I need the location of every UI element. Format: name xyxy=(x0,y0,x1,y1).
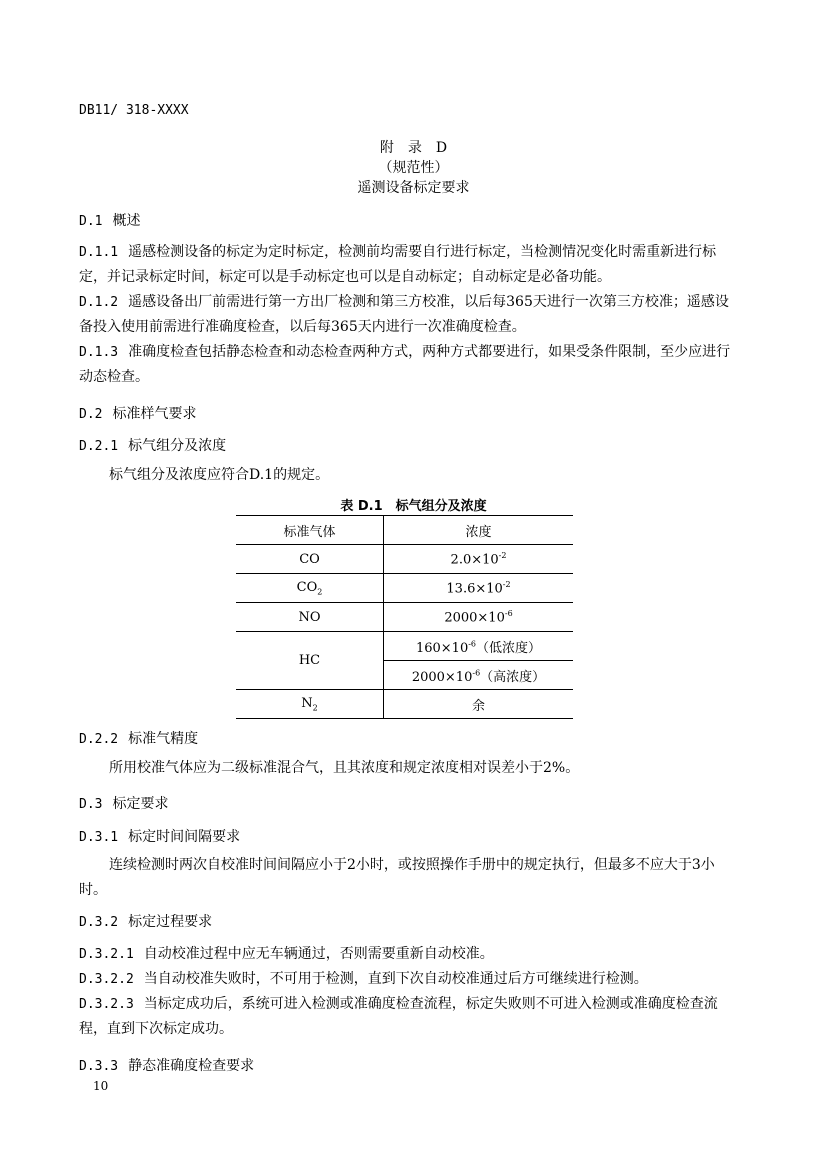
appendix-nature: （规范性） xyxy=(378,160,449,176)
section-number: D.2.2 xyxy=(79,732,119,747)
clause-number: D.3.2.3 xyxy=(79,997,134,1012)
gas-cell: HC xyxy=(236,632,384,690)
table-row xyxy=(236,632,573,661)
table-row xyxy=(236,574,573,603)
section-title: 标定要求 xyxy=(112,796,169,812)
column-header-gas: 标准气体 xyxy=(236,516,384,545)
gas-cell: $CO_2$ xyxy=(236,574,384,603)
gas-cell: CO xyxy=(236,545,384,574)
clause-text: 遥感检测设备的标定为定时标定，检测前均需要自行进行标定，当检测情况变化时需重新进行标定，并记录标定时间，标定可以是手动标定也可以是自动标定；自动标定是必备功能。 xyxy=(79,244,717,285)
paragraph-d2-2: 所用校准气体应为二级标准混合气，且其浓度和规定浓度相对误差小于2%。 xyxy=(109,760,580,776)
document-code: DB11/ 318-XXXX xyxy=(79,103,189,118)
section-heading-d2-2 xyxy=(79,728,198,748)
section-title: 标准样气要求 xyxy=(112,406,197,422)
section-number: D.3.1 xyxy=(79,830,119,845)
column-header-concentration: 浓度 xyxy=(384,516,574,545)
section-number: D.2.1 xyxy=(79,439,119,454)
clause-text: 遥感设备出厂前需进行第一方出厂检测和第三方校准，以后每365天进行一次第三方校准；遥感设备投入使用前需进行准确度检查，以后每365天内进行一次准确度检查。 xyxy=(79,294,729,335)
section-title: 静态准确度检查要求 xyxy=(128,1058,255,1074)
section-heading-d3-1 xyxy=(79,826,240,846)
concentration-cell: $160\times 10^{-6}$（低浓度） xyxy=(384,632,574,661)
gas-cell: NO xyxy=(236,603,384,632)
table-row xyxy=(236,603,573,632)
section-title: 标定时间间隔要求 xyxy=(128,829,241,845)
section-number: D.3.2 xyxy=(79,915,119,930)
section-heading-d2 xyxy=(79,403,196,423)
section-title: 标定过程要求 xyxy=(128,914,213,930)
page-number: 10 xyxy=(93,1079,109,1093)
clause-number: D.1.3 xyxy=(79,345,119,360)
section-heading-d2-1 xyxy=(79,435,226,455)
table-header-row xyxy=(236,516,573,545)
section-heading-d3-3 xyxy=(79,1055,254,1075)
section-number: D.2 xyxy=(79,407,103,422)
section-heading-d3-2 xyxy=(79,911,212,931)
concentration-cell: $2.0\times 10^{-2}$ xyxy=(384,545,574,574)
clause-number: D.3.2.1 xyxy=(79,947,134,962)
concentration-cell: $2000\times 10^{-6}$（高浓度） xyxy=(384,661,574,690)
section-number: D.1 xyxy=(79,214,103,229)
clause-number: D.3.2.2 xyxy=(79,972,134,987)
table-row xyxy=(236,690,573,719)
standard-gas-table xyxy=(236,515,573,719)
clause-d1-2 xyxy=(79,290,739,340)
section-number: D.3 xyxy=(79,797,103,812)
clause-d1-1 xyxy=(79,240,739,290)
concentration-cell: 余 xyxy=(384,690,574,719)
appendix-title: 附 录 D xyxy=(379,140,448,156)
table-row xyxy=(236,545,573,574)
clause-d1-3 xyxy=(79,340,739,390)
paragraph-d2-1: 标气组分及浓度应符合D.1的规定。 xyxy=(109,467,330,483)
clause-text: 当标定成功后，系统可进入检测或准确度检查流程，标定失败则不可进入检测或准确度检查流程，直到下次标定成功。 xyxy=(79,996,718,1037)
clause-d3-2-2 xyxy=(79,967,739,992)
section-title: 标准气精度 xyxy=(128,731,199,747)
paragraph-d3-1: 连续检测时两次自校准时间间隔应小于2小时，或按照操作手册中的规定执行，但最多不应大于3小时。 xyxy=(79,857,715,898)
gas-cell: $N_2$ xyxy=(236,690,384,719)
section-heading-d1 xyxy=(79,210,140,230)
table-caption: 表 D.1 标气组分及浓度 xyxy=(340,499,487,514)
section-number: D.3.3 xyxy=(79,1059,119,1074)
clause-d3-2-1 xyxy=(79,942,739,967)
clause-d3-2-3 xyxy=(79,992,739,1042)
clause-number: D.1.1 xyxy=(79,245,119,260)
section-title: 标气组分及浓度 xyxy=(128,438,227,454)
concentration-cell: $13.6\times 10^{-2}$ xyxy=(384,574,574,603)
appendix-subject: 遥测设备标定要求 xyxy=(357,180,470,196)
section-title: 概述 xyxy=(112,213,141,229)
clause-text: 自动校准过程中应无车辆通过，否则需要重新自动校准。 xyxy=(143,946,494,962)
clause-text: 当自动校准失败时，不可用于检测，直到下次自动校准通过后方可继续进行检测。 xyxy=(143,971,648,987)
concentration-cell: $2000\times 10^{-6}$ xyxy=(384,603,574,632)
clause-number: D.1.2 xyxy=(79,295,119,310)
clause-text: 准确度检查包括静态检查和动态检查两种方式，两种方式都要进行，如果受条件限制，至少应进行动态检查。 xyxy=(79,344,731,385)
section-heading-d3 xyxy=(79,793,168,813)
